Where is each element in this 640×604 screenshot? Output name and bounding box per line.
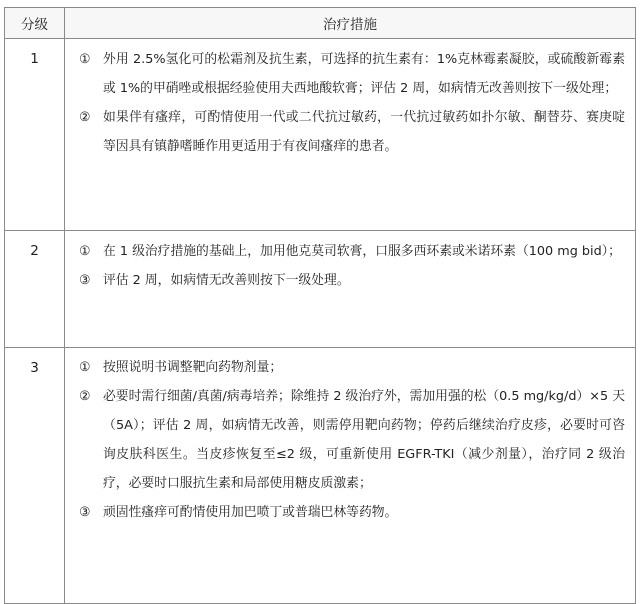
item-marker: ③ [79, 505, 91, 520]
table-header-row [5, 8, 636, 39]
header-grade: 分级 [5, 8, 65, 39]
grade-cell: 3 [5, 348, 65, 604]
treatment-table [4, 7, 636, 604]
treatment-cell [65, 348, 636, 604]
treatment-item [79, 266, 625, 295]
item-marker: ③ [79, 273, 91, 288]
item-text: 按照说明书调整靶向药物剂量； [103, 360, 283, 375]
treatment-cell [65, 39, 636, 231]
item-text: 必要时需行细菌/真菌/病毒培养；除维持 2 级治疗外，需加用强的松（0.5 mg/kg/d）×5 天（5A）；评估 2 周，如病情无改善，则需停用靶向药物；停药后继续治疗皮疹，必要时可咨询皮肤科医生。当皮疹恢复至≤2 级，可重新使用 EGFR-TKI（减少剂量），治疗同 2 级治疗，必要时口服抗生素和局部使用糖皮质激素； [103, 389, 625, 491]
item-marker: ② [79, 389, 91, 404]
treatment-cell [65, 231, 636, 348]
item-text: 评估 2 周，如病情无改善则按下一级处理。 [103, 273, 350, 288]
item-text: 顽固性瘙痒可酌情使用加巴喷丁或普瑞巴林等药物。 [103, 505, 398, 520]
grade-cell: 1 [5, 39, 65, 231]
item-text: 在 1 级治疗措施的基础上，加用他克莫司软膏，口服多西环素或米诺环素（100 mg bid）； [103, 244, 621, 259]
treatment-item [79, 382, 625, 498]
item-marker: ① [79, 244, 91, 259]
treatment-item [79, 45, 625, 103]
table-row [5, 348, 636, 604]
item-text: 外用 2.5%氢化可的松霜剂及抗生素，可选择的抗生素有：1%克林霉素凝胶，或硫酸新霉素或 1%的甲硝唑或根据经验使用夫西地酸软膏；评估 2 周，如病情无改善则按下一级处理； [103, 52, 625, 96]
treatment-item [79, 353, 625, 382]
treatment-item [79, 103, 625, 161]
table-row [5, 39, 636, 231]
header-treatment: 治疗措施 [65, 8, 636, 39]
item-marker: ① [79, 360, 91, 375]
treatment-item [79, 237, 625, 266]
table-row [5, 231, 636, 348]
item-marker: ① [79, 52, 91, 67]
item-marker: ② [79, 110, 91, 125]
treatment-item [79, 498, 625, 527]
item-text: 如果伴有瘙痒，可酌情使用一代或二代抗过敏药，一代抗过敏药如扑尔敏、酮替芬、赛庚啶等因具有镇静嗜睡作用更适用于有夜间瘙痒的患者。 [103, 110, 625, 154]
grade-cell: 2 [5, 231, 65, 348]
